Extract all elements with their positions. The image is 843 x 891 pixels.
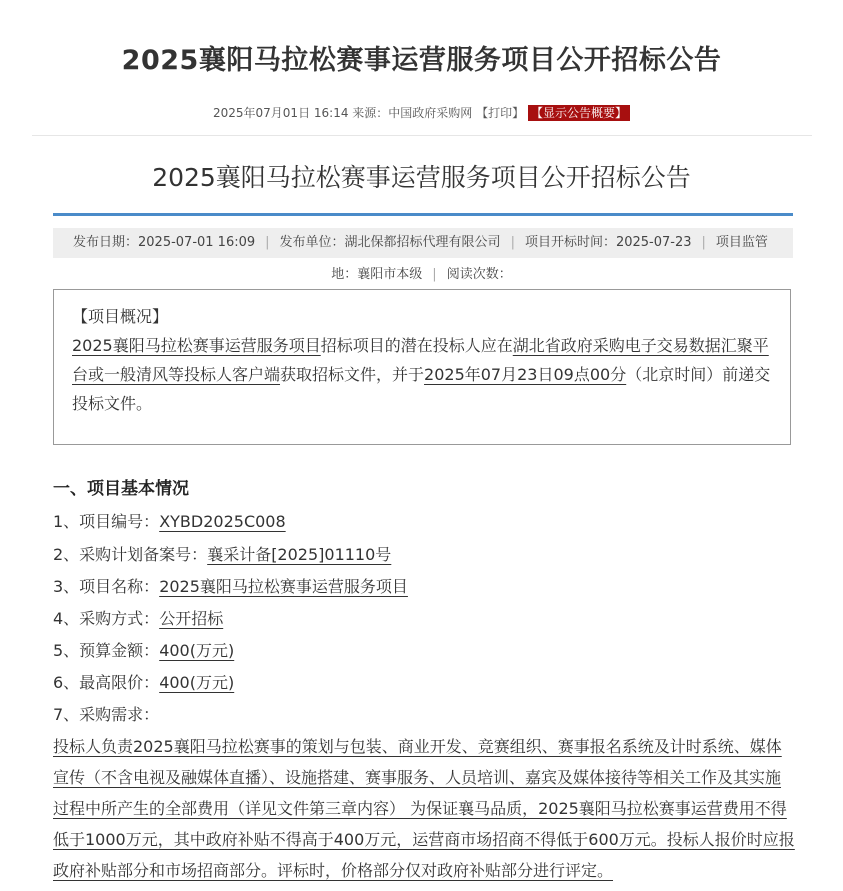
show-summary-button[interactable]: 【显示公告概要】	[528, 105, 630, 121]
info-separator: |	[701, 235, 706, 250]
info-separator: |	[510, 235, 515, 250]
requirement-line: 宣传（不含电视及融媒体直播）、设施搭建、赛事服务、人员培训、嘉宾及媒体接待等相关工作及其实施	[53, 768, 782, 787]
item-value[interactable]: 400(万元)	[159, 673, 235, 692]
info-line-2	[0, 263, 843, 282]
item-label: 7、采购需求：	[53, 705, 160, 724]
info-item-project-name	[53, 574, 408, 597]
overview-deadline[interactable]: 2025年07月23日09点00分	[424, 365, 627, 384]
item-label: 6、最高限价：	[53, 673, 160, 692]
overview-project-name[interactable]: 2025襄阳马拉松赛事运营服务项目	[72, 336, 321, 355]
item-value[interactable]: 400(万元)	[159, 641, 235, 660]
item-value[interactable]: 公开招标	[159, 609, 224, 628]
requirement-line: 过程中所产生的全部费用（详见文件第三章内容） 为保证襄马品质，2025襄阳马拉松赛事运营费用不得	[53, 799, 787, 818]
info-separator: |	[265, 235, 270, 250]
title-underline-bar	[53, 213, 793, 216]
overview-heading: 【项目概况】	[72, 307, 169, 326]
open-time: 项目开标时间：2025-07-23	[524, 235, 692, 250]
requirement-line: 政府补贴部分和市场招商部分。评标时，价格部分仅对政府补贴部分进行评定。	[53, 861, 614, 880]
item-value[interactable]: 襄采计备[2025]01110号	[207, 545, 392, 564]
item-label: 2、采购计划备案号：	[53, 545, 208, 564]
info-bar	[53, 228, 793, 258]
article-meta	[0, 104, 843, 121]
item-value[interactable]: 2025襄阳马拉松赛事运营服务项目	[159, 577, 408, 596]
project-overview-box	[53, 289, 791, 445]
read-count: 阅读次数：	[446, 267, 512, 282]
item-label: 3、项目名称：	[53, 577, 160, 596]
info-item-procurement-method	[53, 606, 223, 629]
item-label: 4、采购方式：	[53, 609, 160, 628]
page-title: 2025襄阳马拉松赛事运营服务项目公开招标公告	[121, 45, 722, 76]
overview-platform[interactable]: 湖北省政府采购电子交易数据汇聚平台或一般清风等投标人客户端	[72, 336, 769, 384]
section-title: 一、项目基本情况	[53, 479, 189, 499]
item-value[interactable]: XYBD2025C008	[159, 512, 286, 531]
overview-text-part: 招标项目的潜在投标人应在	[320, 336, 513, 355]
info-item-budget	[53, 638, 234, 661]
item-label: 5、预算金额：	[53, 641, 160, 660]
requirement-text	[53, 731, 798, 886]
overview-text-part: 获取招标文件，并于	[280, 365, 425, 384]
requirement-line: 低于1000万元，其中政府补贴不得高于400万元，运营商市场招商不得低于600万元。投标人报价时应报	[53, 830, 795, 849]
info-item-plan-number	[53, 542, 391, 565]
publish-time: 2025年07月01日 16:14	[212, 106, 349, 120]
info-item-max-price	[53, 670, 234, 693]
article-title: 2025襄阳马拉松赛事运营服务项目公开招标公告	[152, 163, 691, 192]
overview-text	[72, 331, 772, 418]
info-separator: |	[432, 267, 437, 282]
source-label: 来源：中国政府采购网	[352, 106, 473, 120]
publisher: 发布单位：湖北保都招标代理有限公司	[279, 235, 501, 250]
supervisor-tail: 地：襄阳市本级	[331, 267, 423, 282]
info-item-project-number	[53, 509, 286, 532]
header-divider	[32, 135, 812, 136]
item-label: 1、项目编号：	[53, 512, 160, 531]
print-link[interactable]: 【打印】	[476, 106, 525, 120]
info-item-requirements	[53, 702, 159, 725]
supervisor-head: 项目监管	[715, 235, 768, 250]
publish-date: 发布日期：2025-07-01 16:09	[73, 235, 256, 250]
overview-text-part: （北京时间）前递交投标文件。	[72, 365, 771, 413]
requirement-line: 投标人负责2025襄阳马拉松赛事的策划与包装、商业开发、竞赛组织、赛事报名系统及计时系统、媒体	[53, 737, 782, 756]
